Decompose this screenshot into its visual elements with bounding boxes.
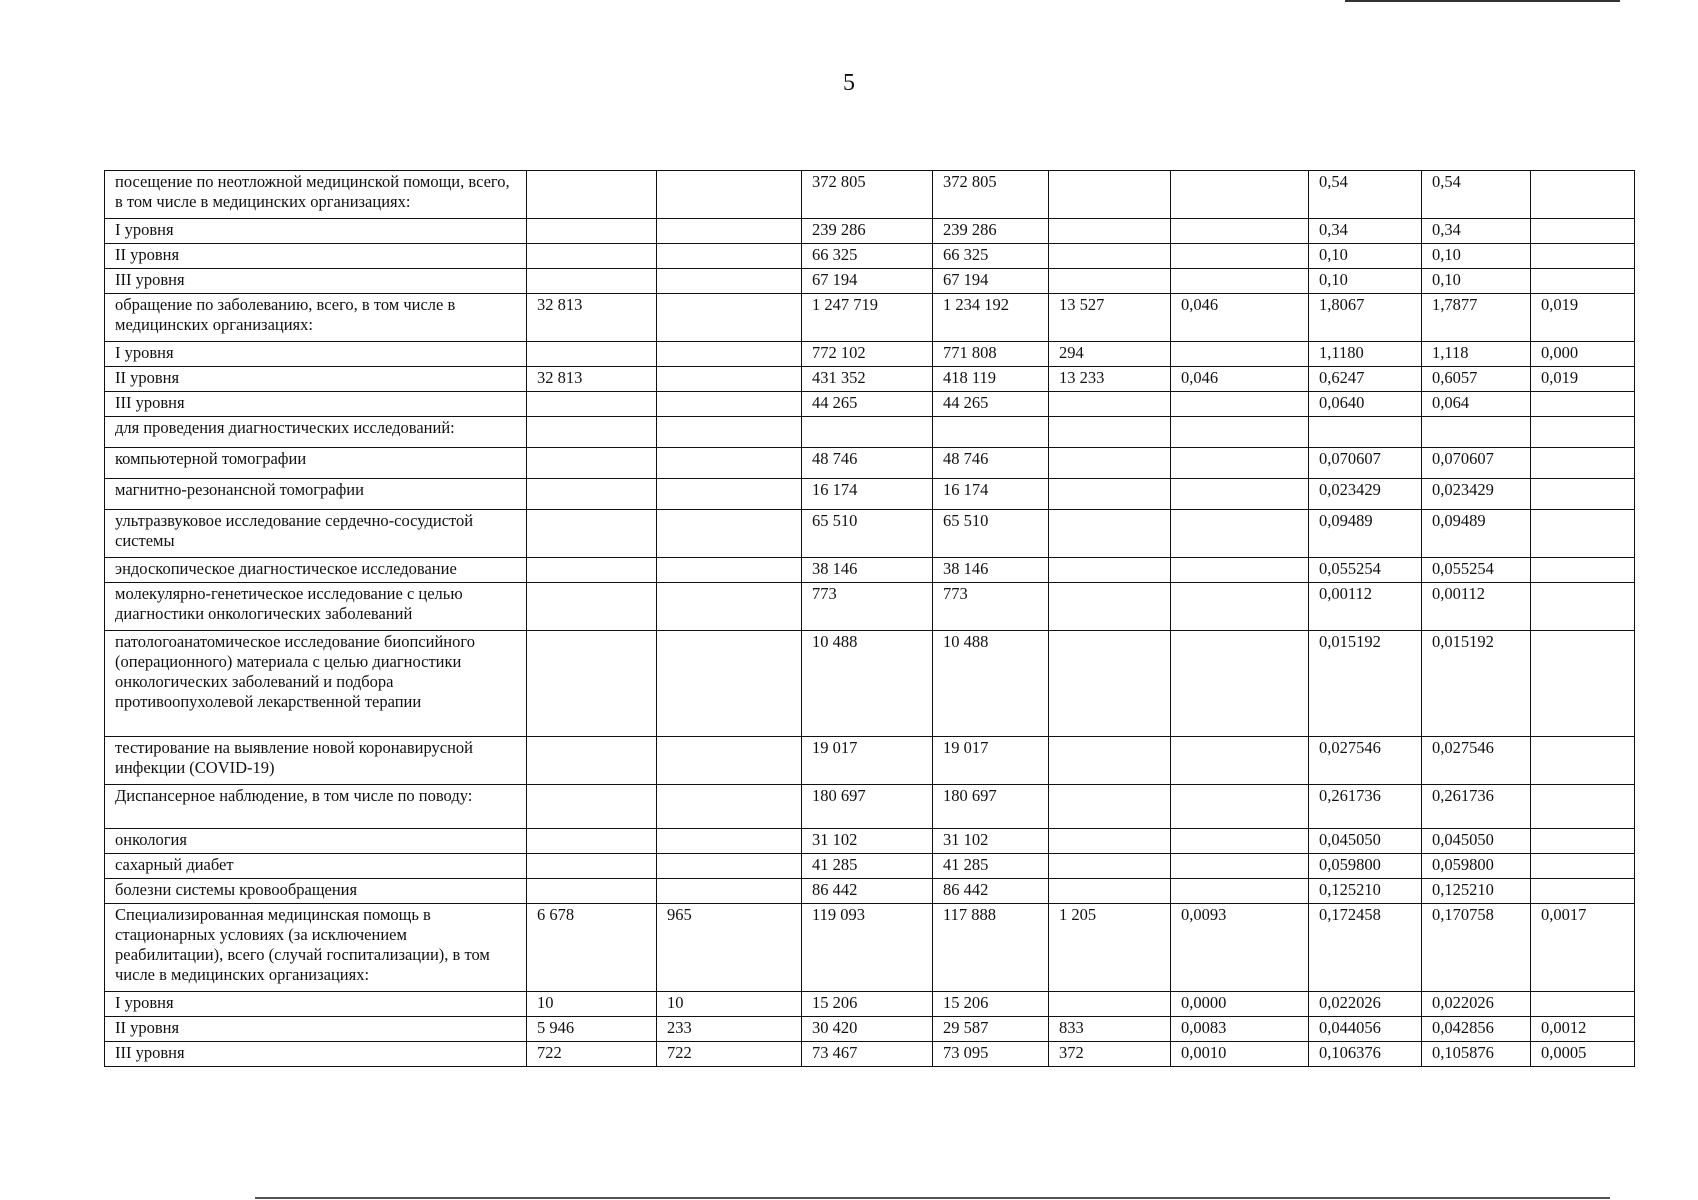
table-cell: 0,0000 (1171, 992, 1309, 1017)
table-row (105, 992, 1635, 1017)
table-cell (527, 171, 657, 219)
table-cell: 44 265 (802, 392, 933, 417)
table-cell: 0,044056 (1309, 1017, 1422, 1042)
table-cell: 0,261736 (1422, 785, 1531, 829)
table-cell (1171, 269, 1309, 294)
table-cell: 15 206 (933, 992, 1049, 1017)
table-row (105, 448, 1635, 479)
table-cell: 30 420 (802, 1017, 933, 1042)
table-cell (527, 854, 657, 879)
table-cell: 0,070607 (1309, 448, 1422, 479)
table-cell: 0,027546 (1422, 737, 1531, 785)
table-cell (657, 244, 802, 269)
table-cell: 13 527 (1049, 294, 1171, 342)
table-cell: 0,54 (1422, 171, 1531, 219)
row-label: эндоскопическое диагностическое исследование (105, 558, 527, 583)
table-cell (1531, 171, 1635, 219)
table-cell (527, 417, 657, 448)
table-cell: 10 488 (933, 631, 1049, 737)
table-cell: 773 (933, 583, 1049, 631)
table-cell: 772 102 (802, 342, 933, 367)
table-row (105, 879, 1635, 904)
table-cell: 48 746 (933, 448, 1049, 479)
table-cell (1531, 479, 1635, 510)
table-cell (527, 269, 657, 294)
table-cell (657, 171, 802, 219)
table-cell: 13 233 (1049, 367, 1171, 392)
row-label: III уровня (105, 269, 527, 294)
table-cell: 372 805 (933, 171, 1049, 219)
table-cell: 0,059800 (1422, 854, 1531, 879)
data-table (104, 170, 1635, 1067)
table-cell: 0,54 (1309, 171, 1422, 219)
table-cell (1171, 558, 1309, 583)
table-cell: 0,000 (1531, 342, 1635, 367)
table-cell: 32 813 (527, 367, 657, 392)
table-cell: 0,023429 (1422, 479, 1531, 510)
table-cell: 0,015192 (1309, 631, 1422, 737)
table-cell (657, 879, 802, 904)
table-cell (1171, 448, 1309, 479)
row-label: онкология (105, 829, 527, 854)
table-cell: 372 805 (802, 171, 933, 219)
table-cell (527, 510, 657, 558)
top-rule (1345, 0, 1620, 2)
table-cell (1531, 992, 1635, 1017)
table-cell: 0,0010 (1171, 1042, 1309, 1067)
table-cell: 0,042856 (1422, 1017, 1531, 1042)
table-cell (527, 219, 657, 244)
table-row (105, 904, 1635, 992)
table-cell (1531, 558, 1635, 583)
table-cell (1171, 171, 1309, 219)
row-label: обращение по заболеванию, всего, в том числе в медицинских организациях: (105, 294, 527, 342)
table-cell: 0,019 (1531, 294, 1635, 342)
table-cell (1049, 479, 1171, 510)
table-cell: 0,10 (1309, 269, 1422, 294)
table-cell: 1,8067 (1309, 294, 1422, 342)
table-cell (657, 392, 802, 417)
table-cell: 0,105876 (1422, 1042, 1531, 1067)
table-cell: 41 285 (802, 854, 933, 879)
table-cell (657, 342, 802, 367)
table-cell (657, 367, 802, 392)
table-cell (1171, 479, 1309, 510)
table-cell: 0,055254 (1309, 558, 1422, 583)
table-cell: 833 (1049, 1017, 1171, 1042)
table-cell (1422, 417, 1531, 448)
table-cell: 0,070607 (1422, 448, 1531, 479)
table-cell (1531, 269, 1635, 294)
table-cell (527, 737, 657, 785)
table-cell (1531, 392, 1635, 417)
table-cell: 1 205 (1049, 904, 1171, 992)
table-cell (657, 510, 802, 558)
row-label: III уровня (105, 392, 527, 417)
table-cell: 10 (657, 992, 802, 1017)
table-cell: 294 (1049, 342, 1171, 367)
table-cell: 372 (1049, 1042, 1171, 1067)
table-cell: 1 247 719 (802, 294, 933, 342)
table-cell: 0,261736 (1309, 785, 1422, 829)
table-cell (1171, 244, 1309, 269)
table-cell: 15 206 (802, 992, 933, 1017)
table-cell (933, 417, 1049, 448)
table-cell: 6 678 (527, 904, 657, 992)
table-cell (1531, 785, 1635, 829)
table-cell: 0,170758 (1422, 904, 1531, 992)
row-label: болезни системы кровообращения (105, 879, 527, 904)
table-row (105, 510, 1635, 558)
table-cell (527, 829, 657, 854)
table-cell (657, 417, 802, 448)
table-cell: 67 194 (933, 269, 1049, 294)
table-cell: 0,0005 (1531, 1042, 1635, 1067)
table-cell: 0,0083 (1171, 1017, 1309, 1042)
table-cell (1171, 785, 1309, 829)
table-row (105, 269, 1635, 294)
table-cell (657, 479, 802, 510)
table-cell: 0,09489 (1309, 510, 1422, 558)
table-cell: 233 (657, 1017, 802, 1042)
table-cell (1171, 879, 1309, 904)
table-cell: 239 286 (933, 219, 1049, 244)
table-cell (657, 558, 802, 583)
table-cell: 0,046 (1171, 367, 1309, 392)
table-cell (1171, 417, 1309, 448)
table-row (105, 417, 1635, 448)
table-cell (1171, 854, 1309, 879)
table-cell (1171, 219, 1309, 244)
table-cell (1171, 631, 1309, 737)
table-cell: 0,064 (1422, 392, 1531, 417)
table-cell (657, 294, 802, 342)
table-cell (527, 785, 657, 829)
table-cell: 773 (802, 583, 933, 631)
table-cell (1171, 342, 1309, 367)
table-row (105, 558, 1635, 583)
table-cell (657, 583, 802, 631)
table-cell: 66 325 (933, 244, 1049, 269)
row-label: Диспансерное наблюдение, в том числе по поводу: (105, 785, 527, 829)
table-cell (527, 583, 657, 631)
table-cell: 38 146 (933, 558, 1049, 583)
table-cell: 10 (527, 992, 657, 1017)
table-cell (1309, 417, 1422, 448)
table-row (105, 367, 1635, 392)
table-cell: 0,015192 (1422, 631, 1531, 737)
table-cell: 1,118 (1422, 342, 1531, 367)
table-cell: 0,00112 (1309, 583, 1422, 631)
table-cell (1171, 583, 1309, 631)
table-cell: 16 174 (933, 479, 1049, 510)
table-cell: 0,055254 (1422, 558, 1531, 583)
row-label: II уровня (105, 367, 527, 392)
table-row (105, 342, 1635, 367)
row-label: III уровня (105, 1042, 527, 1067)
table-cell (1049, 448, 1171, 479)
table-cell: 86 442 (802, 879, 933, 904)
table-cell (1049, 631, 1171, 737)
table-cell: 48 746 (802, 448, 933, 479)
table-cell: 0,00112 (1422, 583, 1531, 631)
table-cell (1531, 510, 1635, 558)
table-cell: 0,10 (1422, 269, 1531, 294)
table-cell (1049, 417, 1171, 448)
table-cell: 965 (657, 904, 802, 992)
table-row (105, 1042, 1635, 1067)
table-cell (527, 392, 657, 417)
table-cell: 418 119 (933, 367, 1049, 392)
table-cell: 1,7877 (1422, 294, 1531, 342)
row-label: молекулярно-генетическое исследование с целью диагностики онкологических заболеваний (105, 583, 527, 631)
table-cell (1171, 392, 1309, 417)
table-cell: 10 488 (802, 631, 933, 737)
row-label: Специализированная медицинская помощь в стационарных условиях (за исключением реабилитации), всего (случай госпитализации), в том числе в медицинских организациях: (105, 904, 527, 992)
table-row (105, 854, 1635, 879)
table-row (105, 631, 1635, 737)
table-cell (1049, 171, 1171, 219)
row-label: ультразвуковое исследование сердечно-сосудистой системы (105, 510, 527, 558)
table-cell: 0,125210 (1309, 879, 1422, 904)
table-cell (1171, 737, 1309, 785)
table-cell (1049, 558, 1171, 583)
table-cell (657, 219, 802, 244)
table-cell: 0,059800 (1309, 854, 1422, 879)
table-cell: 180 697 (933, 785, 1049, 829)
table-cell (1531, 737, 1635, 785)
table-cell (1531, 417, 1635, 448)
table-cell: 722 (657, 1042, 802, 1067)
table-cell: 0,0017 (1531, 904, 1635, 992)
table-row (105, 479, 1635, 510)
table-cell: 0,125210 (1422, 879, 1531, 904)
table-cell: 66 325 (802, 244, 933, 269)
table-cell (1049, 269, 1171, 294)
table-cell (657, 269, 802, 294)
table-cell (657, 631, 802, 737)
table-cell: 19 017 (802, 737, 933, 785)
page-number: 5 (843, 70, 855, 96)
table-cell: 73 095 (933, 1042, 1049, 1067)
table-cell (802, 417, 933, 448)
table-cell: 0,09489 (1422, 510, 1531, 558)
table-cell: 0,045050 (1309, 829, 1422, 854)
table-cell (1531, 879, 1635, 904)
table-cell (1531, 219, 1635, 244)
table-cell: 1,1180 (1309, 342, 1422, 367)
table-row (105, 244, 1635, 269)
table-cell: 5 946 (527, 1017, 657, 1042)
table-row (105, 785, 1635, 829)
table-cell (1049, 785, 1171, 829)
table-cell (657, 737, 802, 785)
table-cell: 722 (527, 1042, 657, 1067)
table-cell: 67 194 (802, 269, 933, 294)
table-cell: 0,022026 (1309, 992, 1422, 1017)
table-cell: 0,0012 (1531, 1017, 1635, 1042)
table-cell: 0,34 (1422, 219, 1531, 244)
table-cell: 117 888 (933, 904, 1049, 992)
table-cell: 0,10 (1422, 244, 1531, 269)
row-label: для проведения диагностических исследований: (105, 417, 527, 448)
table-cell: 0,0640 (1309, 392, 1422, 417)
table-cell (1049, 829, 1171, 854)
table-cell (1531, 244, 1635, 269)
table-row (105, 1017, 1635, 1042)
table-row (105, 583, 1635, 631)
table-cell: 29 587 (933, 1017, 1049, 1042)
row-label: тестирование на выявление новой коронавирусной инфекции (COVID-19) (105, 737, 527, 785)
table-cell: 119 093 (802, 904, 933, 992)
row-label: патологоанатомическое исследование биопсийного (операционного) материала с целью диагностики онкологических заболеваний и подбора противоопухолевой лекарственной терапии (105, 631, 527, 737)
table-cell: 0,019 (1531, 367, 1635, 392)
table-cell: 0,046 (1171, 294, 1309, 342)
table-cell: 0,045050 (1422, 829, 1531, 854)
table-cell (1531, 854, 1635, 879)
table-cell: 431 352 (802, 367, 933, 392)
row-label: магнитно-резонансной томографии (105, 479, 527, 510)
table-row (105, 219, 1635, 244)
table-cell: 73 467 (802, 1042, 933, 1067)
table-cell: 0,10 (1309, 244, 1422, 269)
table-cell: 44 265 (933, 392, 1049, 417)
table-row (105, 737, 1635, 785)
table-cell: 239 286 (802, 219, 933, 244)
table-cell (527, 244, 657, 269)
table-cell: 180 697 (802, 785, 933, 829)
table-cell (1049, 854, 1171, 879)
table-cell (1049, 737, 1171, 785)
table-cell: 0,023429 (1309, 479, 1422, 510)
row-label: компьютерной томографии (105, 448, 527, 479)
table-cell: 31 102 (933, 829, 1049, 854)
table-cell: 0,027546 (1309, 737, 1422, 785)
table-cell: 38 146 (802, 558, 933, 583)
table-row (105, 829, 1635, 854)
table-cell (1049, 244, 1171, 269)
table-cell: 1 234 192 (933, 294, 1049, 342)
table-cell: 65 510 (933, 510, 1049, 558)
row-label: посещение по неотложной медицинской помощи, всего, в том числе в медицинских организациях: (105, 171, 527, 219)
row-label: II уровня (105, 244, 527, 269)
row-label: I уровня (105, 219, 527, 244)
table-cell: 0,106376 (1309, 1042, 1422, 1067)
table-cell (657, 829, 802, 854)
table-cell: 65 510 (802, 510, 933, 558)
table-cell (527, 558, 657, 583)
table-cell (527, 479, 657, 510)
table-cell: 0,6057 (1422, 367, 1531, 392)
table-cell (657, 448, 802, 479)
table-cell (527, 448, 657, 479)
table-cell (1171, 510, 1309, 558)
table-cell: 0,022026 (1422, 992, 1531, 1017)
table-row (105, 171, 1635, 219)
table-cell: 0,34 (1309, 219, 1422, 244)
table-cell (1531, 829, 1635, 854)
table-cell: 86 442 (933, 879, 1049, 904)
table-cell: 0,0093 (1171, 904, 1309, 992)
table-cell: 41 285 (933, 854, 1049, 879)
table-cell (1049, 583, 1171, 631)
table-cell (1531, 448, 1635, 479)
table-cell: 31 102 (802, 829, 933, 854)
table-cell: 771 808 (933, 342, 1049, 367)
table-cell: 32 813 (527, 294, 657, 342)
table-cell (1531, 583, 1635, 631)
row-label: II уровня (105, 1017, 527, 1042)
table-cell: 0,172458 (1309, 904, 1422, 992)
table-cell (1049, 510, 1171, 558)
table-cell: 0,6247 (1309, 367, 1422, 392)
table-cell (527, 879, 657, 904)
bottom-rule (255, 1197, 1610, 1199)
row-label: сахарный диабет (105, 854, 527, 879)
row-label: I уровня (105, 342, 527, 367)
table-cell (1049, 992, 1171, 1017)
table-cell (657, 854, 802, 879)
table-row (105, 392, 1635, 417)
table-cell: 19 017 (933, 737, 1049, 785)
row-label: I уровня (105, 992, 527, 1017)
table-cell (1049, 219, 1171, 244)
table-cell (1171, 829, 1309, 854)
table-cell: 16 174 (802, 479, 933, 510)
table-row (105, 294, 1635, 342)
table-cell (1531, 631, 1635, 737)
table-cell (527, 342, 657, 367)
table-cell (657, 785, 802, 829)
table-cell (1049, 879, 1171, 904)
table-cell (527, 631, 657, 737)
table-cell (1049, 392, 1171, 417)
